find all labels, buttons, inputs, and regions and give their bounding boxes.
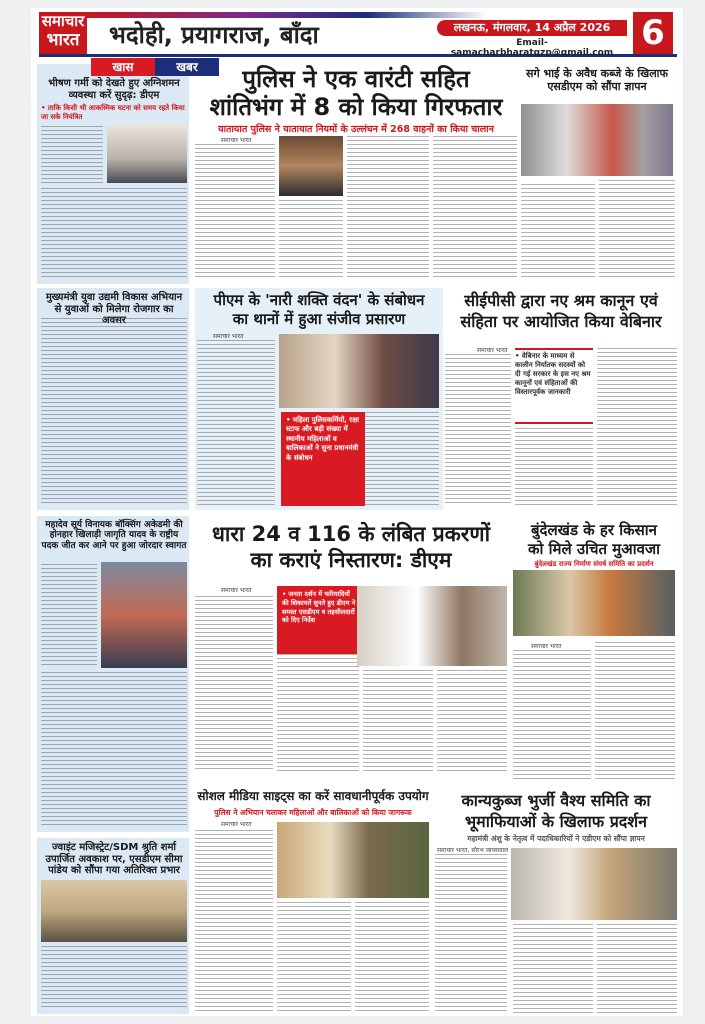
boxing-academy-body [41,672,187,828]
nari-shakti-photo [279,334,439,408]
police-arrest-photo [279,136,343,196]
police-arrest-body-4 [433,136,517,280]
khabar-label: खबर [155,58,219,76]
bundelkhand-body-2 [595,642,675,780]
nari-shakti-body-2 [365,412,439,506]
boxing-academy-photo [101,562,187,668]
bundelkhand-photo [513,570,675,636]
dhara-cases-body-1 [195,596,273,772]
sdm-memo-photo [521,104,673,176]
page-number: 6 [633,12,673,54]
cpc-webinar-body-1 [445,354,511,506]
youth-scheme-body [41,318,187,506]
nari-shakti-byline: समाचार भारत [213,333,244,340]
youth-scheme-headline: मुख्यमंत्री युवा उद्यमी विकास अभियान से युवाओं को मिलेगा रोजगार का अवसर [45,292,183,326]
police-arrest-body-1 [195,144,275,280]
kanyakubj-byline: समाचार भारत, सौरभ जायसवाल [437,847,509,854]
dateline: लखनऊ, मंगलवार, 14 अप्रैल 2026 [437,20,627,36]
kanyakubj-headline-1: कान्यकुब्ज भुर्जी वैश्य समिति का [461,791,651,810]
dhara-cases-byline: समाचार भारत [221,587,252,594]
police-arrest-headline-1: पुलिस ने एक वारंटी सहित [242,65,470,93]
sdm-memo-body-2 [599,180,675,280]
boxing-academy-body-left [41,564,97,668]
kanyakubj-photo [511,848,677,920]
cpc-webinar-rule-bottom [515,422,593,424]
bundelkhand-body-1 [513,650,591,780]
social-media-body-2 [277,902,351,1014]
cpc-webinar-bullet: • वेबिनार के माध्यम से कालीन निर्यातक सदस्यों को दी गई सरकार के इस नए श्रम कानूनों एवं संहिताओं की विस्तारपूर्वक जानकारी [515,352,591,397]
bundelkhand-headline-1: बुंदेलखंड के हर किसान [530,521,658,539]
police-arrest-body-2 [279,200,343,280]
police-arrest-subhead: यातायात पुलिस ने यातायात नियमों के उल्लंघन में 268 वाहनों का किया चालान [218,124,494,135]
dhara-cases-callout: • जनता दर्शन में फरियादियों की शिकायतें सुनते हुए डीएम ने समस्त एसडीएम व तहसीलदारों को दिए निर्देश [277,586,363,654]
edition-title: भदोही, प्रयागराज, बाँदा [109,21,319,49]
cpc-webinar-headline-1: सीईपीसी द्वारा नए श्रम कानून एवं [464,291,658,310]
social-media-subhead: पुलिस ने अभियान चलाकर महिलाओं और बालिकाओं को किया जागरूक [214,808,412,817]
kanyakubj-headline-2: भूमाफियाओं के खिलाफ प्रदर्शन [464,812,648,831]
cpc-webinar-body-2 [515,428,593,506]
newspaper-logo [39,12,87,54]
khas-label: खास [91,58,155,76]
sdm-memo-body-1 [521,184,595,280]
bundelkhand-headline-2: को मिले उचित मुआवजा [528,540,660,558]
masthead [39,12,677,57]
police-arrest-body-3 [347,136,429,280]
police-arrest-byline: समाचार भारत [221,137,252,144]
bundelkhand-subhead: बुंदेलखंड राज्य निर्माण संघर्ष समिति का प्रदर्शन [534,560,654,568]
nari-shakti-callout: • महिला पुलिसकर्मियों, रक्षा स्टाफ और बड़ी संख्या में स्थानीय महिलाओं व बालिकाओं ने सुना प्रधानमंत्री के संबोधन [281,412,365,506]
dhara-cases-body-2 [277,654,359,772]
logo-line-1: समाचार [41,12,85,30]
kanyakubj-body-1 [435,854,507,1014]
social-media-body-3 [355,902,429,1014]
logo-line-2: भारत [46,30,80,50]
dhara-cases-headline-1: धारा 24 व 116 के लंबित प्रकरणों [211,522,491,546]
social-media-body-1 [195,830,273,1014]
fire-safety-body [41,126,103,184]
dhara-cases-body-3 [363,670,433,772]
dhara-cases-headline-2: का कराएं निस्तारण: डीएम [250,548,452,572]
fire-safety-bullet: • ताकि किसी भी आकस्मिक घटना को समय रहते किया जा सके नियंत्रित [41,104,185,121]
dhara-cases-body-4 [437,670,507,772]
fire-safety-headline: भीषण गर्मी को देखते हुए अग्निशमन व्यवस्था करें सुदृढ़: डीएम [48,78,180,101]
newspaper-page [31,8,683,1016]
social-media-byline: समाचार भारत [221,821,252,828]
email-line: Email-samacharbharatgzp@gmail.com [450,38,614,58]
fire-safety-photo [107,123,187,183]
cpc-webinar-body-3 [597,348,677,506]
dhara-cases-photo [357,586,507,666]
sdm-leave-headline: ज्वाइंट मजिस्ट्रेट/SDM श्रुति शर्मा उपार्जित अवकाश पर, एसडीएम सीमा पांडेय को सौंपा गया अतिरिक्त प्रभार [45,842,183,876]
cpc-webinar-rule-top [515,348,593,350]
fire-safety-body-2 [41,188,187,280]
social-media-headline: सोशल मीडिया साइट्स का करें सावधानीपूर्वक उपयोग [197,789,429,803]
nari-shakti-headline-1: पीएम के 'नारी शक्ति वंदन' के संबोधन [213,291,425,309]
bundelkhand-byline: समाचार भारत [531,643,562,650]
kanyakubj-body-2 [513,924,593,1014]
police-arrest-headline-2: शांतिभंग में 8 को किया गिरफतार [209,93,503,121]
kanyakubj-subhead: महामंत्री अंशु के नेतृत्व में पदाधिकारियों ने एडीएम को सौंपा ज्ञापन [467,834,645,843]
social-media-photo [277,822,429,898]
kanyakubj-body-3 [597,924,677,1014]
cpc-webinar-byline: समाचार भारत [477,347,508,354]
nari-shakti-body-1 [197,340,275,506]
cpc-webinar-headline-2: संहिता पर आयोजित किया वेबिनार [460,312,662,331]
sdm-memo-headline: सगे भाई के अवैध कब्जे के खिलाफ एसडीएम को सौंपा ज्ञापन [526,67,668,93]
sdm-leave-body [41,946,187,1010]
sdm-leave-photo [41,880,187,942]
nari-shakti-headline-2: का थानों में हुआ संजीव प्रसारण [232,310,406,328]
boxing-academy-headline: महादेव सूर्य विनायक बॉक्सिंग अकेडमी की होनहार खिलाड़ी जागृति यादव के राष्ट्रीय पदक जीत कर आने पर हुआ जोरदार स्वागत [41,520,187,551]
